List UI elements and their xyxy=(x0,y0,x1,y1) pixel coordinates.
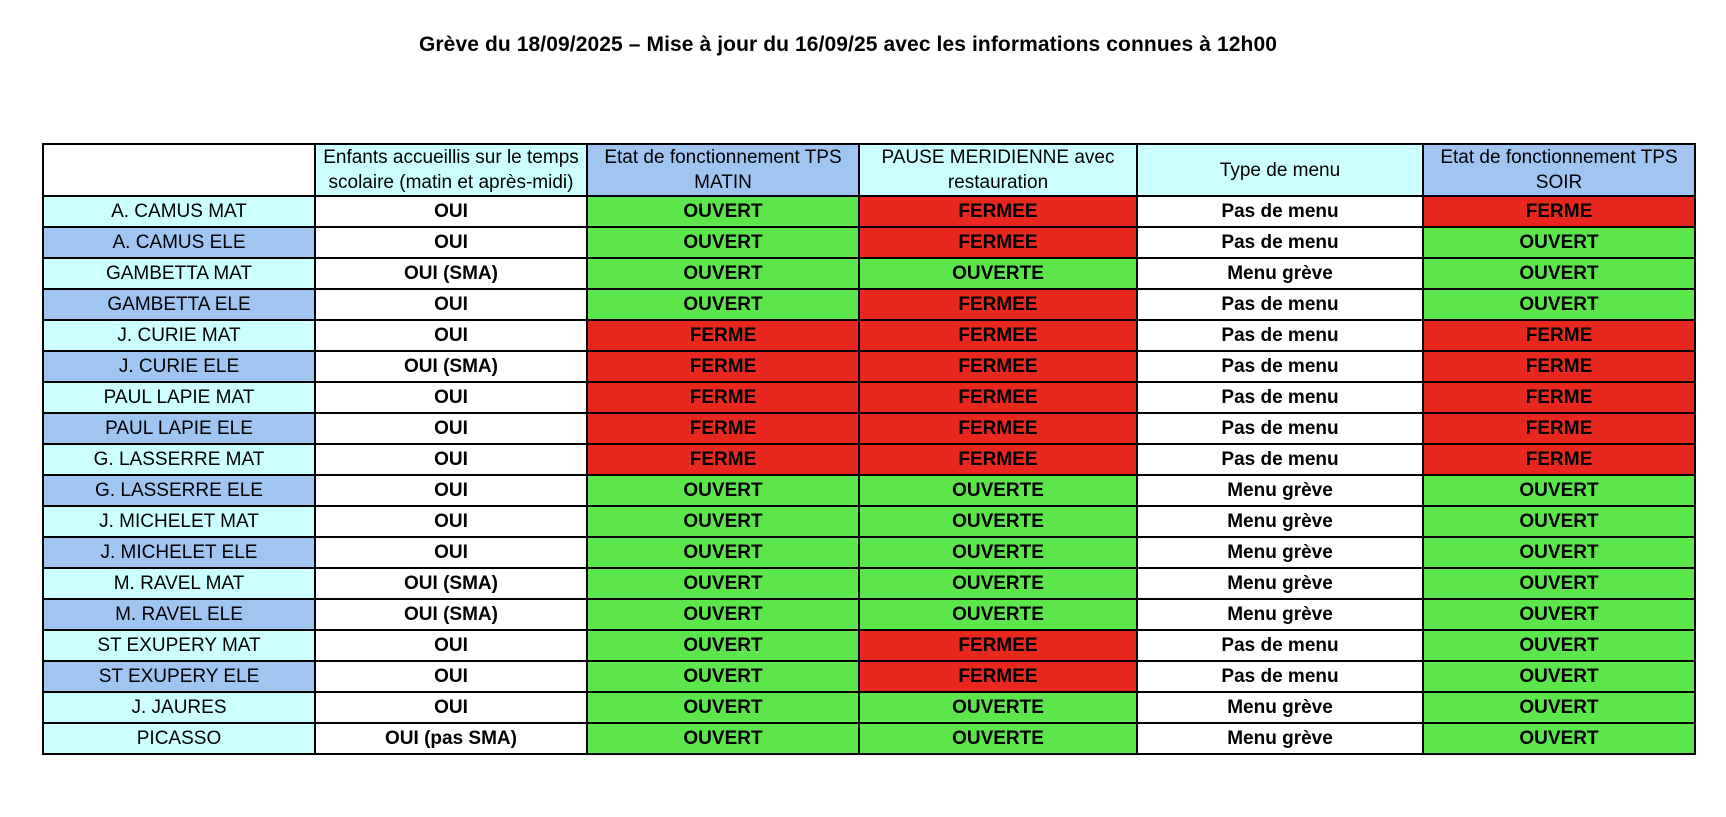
table-row xyxy=(43,599,1695,630)
header-type-menu: Type de menu xyxy=(1137,144,1423,196)
table-row xyxy=(43,444,1695,475)
status-cell: Menu grève xyxy=(1137,599,1423,630)
status-cell: FERME xyxy=(587,320,859,351)
status-cell: Pas de menu xyxy=(1137,289,1423,320)
status-cell: Menu grève xyxy=(1137,258,1423,289)
status-cell: OUVERT xyxy=(1423,475,1695,506)
status-cell: OUI xyxy=(315,444,587,475)
status-cell: Menu grève xyxy=(1137,506,1423,537)
status-cell: OUVERT xyxy=(1423,537,1695,568)
header-corner-blank xyxy=(43,144,315,196)
status-cell: FERME xyxy=(587,444,859,475)
status-cell: OUI (SMA) xyxy=(315,568,587,599)
status-cell: OUVERTE xyxy=(859,692,1137,723)
table-row xyxy=(43,351,1695,382)
status-cell: OUVERT xyxy=(587,289,859,320)
status-cell: OUVERTE xyxy=(859,537,1137,568)
status-cell: Menu grève xyxy=(1137,537,1423,568)
status-cell: OUI xyxy=(315,413,587,444)
status-cell: OUI (pas SMA) xyxy=(315,723,587,754)
school-name-cell: M. RAVEL MAT xyxy=(43,568,315,599)
status-cell: OUVERT xyxy=(1423,630,1695,661)
school-name-cell: PICASSO xyxy=(43,723,315,754)
status-cell: FERMEE xyxy=(859,413,1137,444)
status-cell: OUI xyxy=(315,506,587,537)
status-cell: OUVERT xyxy=(587,599,859,630)
status-cell: Menu grève xyxy=(1137,475,1423,506)
status-cell: Pas de menu xyxy=(1137,444,1423,475)
school-name-cell: ST EXUPERY ELE xyxy=(43,661,315,692)
table-row xyxy=(43,506,1695,537)
status-cell: Pas de menu xyxy=(1137,227,1423,258)
school-name-cell: G. LASSERRE ELE xyxy=(43,475,315,506)
status-cell: FERME xyxy=(587,413,859,444)
status-cell: FERMEE xyxy=(859,227,1137,258)
status-cell: OUVERTE xyxy=(859,475,1137,506)
table-row xyxy=(43,692,1695,723)
status-cell: Menu grève xyxy=(1137,568,1423,599)
status-cell: OUVERT xyxy=(587,227,859,258)
table-row xyxy=(43,723,1695,754)
table-row xyxy=(43,630,1695,661)
table-row xyxy=(43,289,1695,320)
table-body xyxy=(43,196,1695,754)
status-cell: OUI (SMA) xyxy=(315,599,587,630)
status-cell: OUVERT xyxy=(587,475,859,506)
school-name-cell: J. JAURES xyxy=(43,692,315,723)
strike-status-table xyxy=(42,143,1696,755)
header-pause-meridienne: PAUSE MERIDIENNE avec restauration xyxy=(859,144,1137,196)
header-etat-tps-matin: Etat de fonctionnement TPS MATIN xyxy=(587,144,859,196)
page-title: Grève du 18/09/2025 – Mise à jour du 16/09/25 avec les informations connues à 12h00 xyxy=(418,33,1278,56)
status-cell: OUVERT xyxy=(587,537,859,568)
status-cell: OUVERT xyxy=(1423,568,1695,599)
school-name-cell: PAUL LAPIE ELE xyxy=(43,413,315,444)
status-cell: OUVERT xyxy=(1423,506,1695,537)
status-cell: FERME xyxy=(1423,413,1695,444)
table-row xyxy=(43,196,1695,227)
status-cell: Menu grève xyxy=(1137,723,1423,754)
school-name-cell: A. CAMUS ELE xyxy=(43,227,315,258)
status-cell: FERME xyxy=(1423,196,1695,227)
status-cell: OUVERT xyxy=(1423,723,1695,754)
status-cell: OUI xyxy=(315,537,587,568)
header-enfants-accueillis: Enfants accueillis sur le temps scolaire (matin et après-midi) xyxy=(315,144,587,196)
status-cell: OUVERT xyxy=(587,506,859,537)
status-cell: OUI (SMA) xyxy=(315,258,587,289)
status-cell: Pas de menu xyxy=(1137,382,1423,413)
status-cell: OUVERT xyxy=(1423,661,1695,692)
table-row xyxy=(43,320,1695,351)
status-cell: OUI xyxy=(315,320,587,351)
school-name-cell: ST EXUPERY MAT xyxy=(43,630,315,661)
status-cell: FERMEE xyxy=(859,320,1137,351)
status-cell: FERMEE xyxy=(859,351,1137,382)
table-row xyxy=(43,537,1695,568)
status-cell: FERME xyxy=(1423,382,1695,413)
status-cell: FERMEE xyxy=(859,382,1137,413)
school-name-cell: GAMBETTA MAT xyxy=(43,258,315,289)
status-cell: FERMEE xyxy=(859,289,1137,320)
status-cell: OUI xyxy=(315,475,587,506)
status-cell: OUVERT xyxy=(1423,692,1695,723)
status-cell: OUVERT xyxy=(587,568,859,599)
status-cell: OUVERT xyxy=(1423,289,1695,320)
status-cell: OUVERT xyxy=(1423,227,1695,258)
school-name-cell: M. RAVEL ELE xyxy=(43,599,315,630)
status-cell: OUI (SMA) xyxy=(315,351,587,382)
table-row xyxy=(43,258,1695,289)
status-cell: OUVERT xyxy=(587,258,859,289)
status-cell: OUVERT xyxy=(587,196,859,227)
status-cell: FERMEE xyxy=(859,661,1137,692)
status-cell: OUI xyxy=(315,630,587,661)
school-name-cell: G. LASSERRE MAT xyxy=(43,444,315,475)
status-cell: FERME xyxy=(587,351,859,382)
status-cell: OUVERT xyxy=(587,630,859,661)
school-name-cell: A. CAMUS MAT xyxy=(43,196,315,227)
table-row xyxy=(43,227,1695,258)
status-cell: Pas de menu xyxy=(1137,320,1423,351)
school-name-cell: J. CURIE MAT xyxy=(43,320,315,351)
status-cell: OUVERT xyxy=(587,661,859,692)
status-cell: Pas de menu xyxy=(1137,661,1423,692)
school-name-cell: J. MICHELET MAT xyxy=(43,506,315,537)
status-cell: OUI xyxy=(315,227,587,258)
header-etat-tps-soir: Etat de fonctionnement TPS SOIR xyxy=(1423,144,1695,196)
status-cell: Menu grève xyxy=(1137,692,1423,723)
status-cell: Pas de menu xyxy=(1137,413,1423,444)
school-name-cell: J. MICHELET ELE xyxy=(43,537,315,568)
table-row xyxy=(43,413,1695,444)
school-name-cell: J. CURIE ELE xyxy=(43,351,315,382)
status-cell: FERMEE xyxy=(859,196,1137,227)
status-cell: FERME xyxy=(1423,320,1695,351)
status-cell: OUI xyxy=(315,382,587,413)
table-row xyxy=(43,475,1695,506)
status-cell: FERME xyxy=(1423,351,1695,382)
strike-status-table-wrapper xyxy=(42,143,1696,755)
status-cell: OUVERTE xyxy=(859,723,1137,754)
table-row xyxy=(43,661,1695,692)
status-cell: OUVERTE xyxy=(859,258,1137,289)
table-row xyxy=(43,568,1695,599)
status-cell: OUVERT xyxy=(587,692,859,723)
status-cell: OUVERT xyxy=(1423,258,1695,289)
header-row xyxy=(43,144,1695,196)
status-cell: OUVERT xyxy=(587,723,859,754)
table-head xyxy=(43,144,1695,196)
status-cell: OUVERTE xyxy=(859,506,1137,537)
status-cell: OUI xyxy=(315,692,587,723)
table-row xyxy=(43,382,1695,413)
status-cell: OUVERT xyxy=(1423,599,1695,630)
status-cell: FERMEE xyxy=(859,630,1137,661)
status-cell: OUI xyxy=(315,661,587,692)
status-cell: OUVERTE xyxy=(859,568,1137,599)
status-cell: OUI xyxy=(315,289,587,320)
status-cell: Pas de menu xyxy=(1137,196,1423,227)
status-cell: Pas de menu xyxy=(1137,351,1423,382)
status-cell: FERME xyxy=(587,382,859,413)
school-name-cell: GAMBETTA ELE xyxy=(43,289,315,320)
school-name-cell: PAUL LAPIE MAT xyxy=(43,382,315,413)
status-cell: OUVERTE xyxy=(859,599,1137,630)
status-cell: OUI xyxy=(315,196,587,227)
status-cell: Pas de menu xyxy=(1137,630,1423,661)
status-cell: FERME xyxy=(1423,444,1695,475)
status-cell: FERMEE xyxy=(859,444,1137,475)
